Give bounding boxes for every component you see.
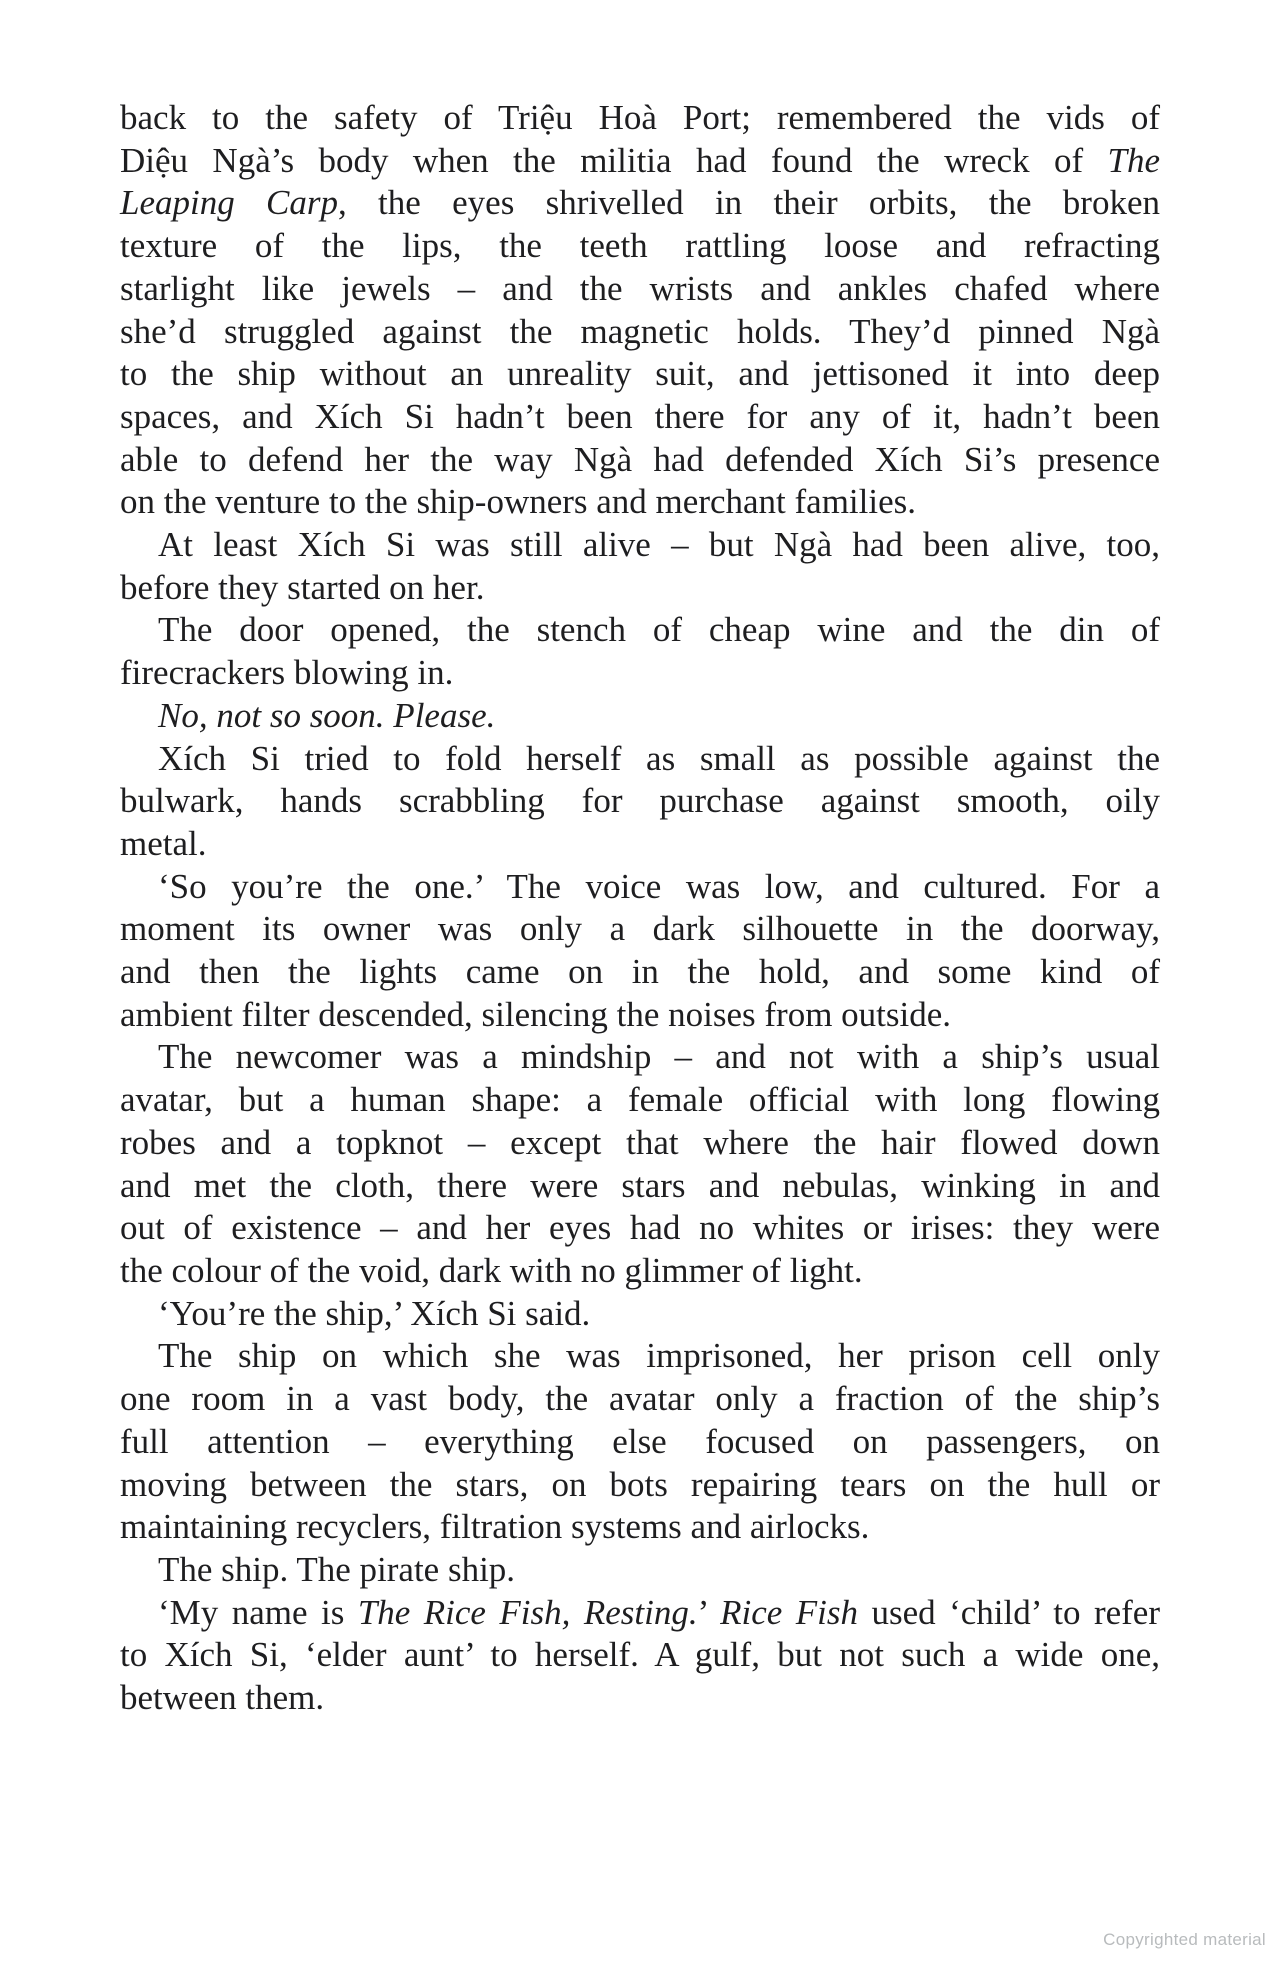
text-line: [120, 1677, 1160, 1720]
text-line: [120, 481, 1160, 524]
text-line: [120, 1335, 1160, 1378]
text-line: [120, 567, 1160, 610]
text-line: [120, 908, 1160, 951]
text-segment: ‘You’re the ship,’ Xích Si said.: [158, 1293, 591, 1333]
text-segment: moving between the stars, on bots repairing tears on the hull or: [120, 1464, 1160, 1504]
text-line: [120, 1378, 1160, 1421]
text-line: [120, 1250, 1160, 1293]
text-segment: robes and a topknot – except that where the hair flowed down: [120, 1122, 1160, 1162]
text-segment: she’d struggled against the magnetic holds. They’d pinned Ngà: [120, 311, 1160, 351]
text-segment: used ‘child’ to refer: [858, 1592, 1160, 1632]
text-segment: ambient filter descended, silencing the noises from outside.: [120, 994, 952, 1034]
text-line: [120, 268, 1160, 311]
italic-text-segment: The: [1107, 140, 1160, 180]
text-segment: starlight like jewels – and the wrists and ankles chafed where: [120, 268, 1160, 308]
text-segment: on the venture to the ship-owners and merchant families.: [120, 482, 917, 522]
text-line: [120, 396, 1160, 439]
text-segment: between them.: [120, 1678, 325, 1718]
text-line: [120, 1421, 1160, 1464]
text-segment: Xích Si tried to fold herself as small as possible against the: [158, 738, 1160, 778]
text-segment: moment its owner was only a dark silhouette in the doorway,: [120, 909, 1160, 949]
text-segment: At least Xích Si was still alive – but Ngà had been alive, too,: [158, 525, 1160, 565]
text-segment: to Xích Si, ‘elder aunt’ to herself. A gulf, but not such a wide one,: [120, 1635, 1160, 1675]
text-line: [120, 695, 1160, 738]
text-line: [120, 1122, 1160, 1165]
text-line: [120, 1506, 1160, 1549]
text-line: [120, 994, 1160, 1037]
body-text: [120, 97, 1160, 1720]
text-line: [120, 225, 1160, 268]
text-segment: to the ship without an unreality suit, and jettisoned it into deep: [120, 354, 1160, 394]
text-line: [120, 311, 1160, 354]
text-segment: and met the cloth, there were stars and nebulas, winking in and: [120, 1165, 1160, 1205]
text-segment: The ship. The pirate ship.: [158, 1549, 516, 1589]
text-line: [120, 353, 1160, 396]
text-segment: The ship on which she was imprisoned, her prison cell only: [158, 1336, 1160, 1376]
text-line: [120, 866, 1160, 909]
text-segment: The door opened, the stench of cheap wine and the din of: [158, 610, 1160, 650]
text-segment: maintaining recyclers, filtration systems and airlocks.: [120, 1507, 870, 1547]
copyright-watermark: Copyrighted material: [1103, 1930, 1266, 1949]
text-line: [120, 1036, 1160, 1079]
text-segment: back to the safety of Triệu Hoà Port; remembered the vids of: [120, 98, 1160, 137]
text-line: [120, 524, 1160, 567]
text-line: [120, 182, 1160, 225]
text-line: [120, 140, 1160, 183]
text-segment: ‘So you’re the one.’ The voice was low, and cultured. For a: [158, 866, 1160, 906]
text-line: [120, 738, 1160, 781]
text-segment: metal.: [120, 823, 207, 863]
text-segment: avatar, but a human shape: a female official with long flowing: [120, 1080, 1160, 1120]
text-segment: and then the lights came on in the hold, and some kind of: [120, 952, 1160, 992]
text-line: [120, 780, 1160, 823]
text-line: [120, 1634, 1160, 1677]
text-segment: out of existence – and her eyes had no whites or irises: they were: [120, 1208, 1160, 1248]
text-line: [120, 439, 1160, 482]
text-line: [120, 1293, 1160, 1336]
text-line: [120, 1079, 1160, 1122]
text-line: [120, 1207, 1160, 1250]
text-segment: spaces, and Xích Si hadn’t been there for any of it, hadn’t been: [120, 396, 1160, 436]
text-line: [120, 1592, 1160, 1635]
text-segment: full attention – everything else focused on passengers, on: [120, 1421, 1160, 1461]
text-line: [120, 1464, 1160, 1507]
text-segment: , the eyes shrivelled in their orbits, the broken: [338, 183, 1160, 223]
text-segment: ’: [697, 1592, 721, 1632]
italic-text-segment: The Rice Fish, Resting.: [357, 1592, 698, 1632]
text-line: [120, 609, 1160, 652]
text-line: [120, 951, 1160, 994]
text-segment: ‘My name is: [158, 1592, 358, 1632]
text-segment: The newcomer was a mindship – and not with a ship’s usual: [158, 1037, 1160, 1077]
italic-text-segment: Rice Fish: [720, 1592, 858, 1632]
text-line: [120, 97, 1160, 140]
text-segment: Diệu Ngà’s body when the militia had found the wreck of: [120, 140, 1108, 180]
text-segment: firecrackers blowing in.: [120, 653, 454, 693]
text-line: [120, 1549, 1160, 1592]
text-segment: able to defend her the way Ngà had defended Xích Si’s presence: [120, 439, 1160, 479]
text-segment: texture of the lips, the teeth rattling loose and refracting: [120, 226, 1160, 266]
text-line: [120, 1165, 1160, 1208]
italic-text-segment: No, not so soon. Please.: [158, 695, 496, 735]
text-segment: bulwark, hands scrabbling for purchase against smooth, oily: [120, 781, 1160, 821]
text-segment: the colour of the void, dark with no glimmer of light.: [120, 1250, 863, 1290]
text-line: [120, 823, 1160, 866]
text-segment: one room in a vast body, the avatar only a fraction of the ship’s: [120, 1379, 1160, 1419]
italic-text-segment: Leaping Carp: [120, 183, 338, 223]
text-segment: before they started on her.: [120, 567, 485, 607]
text-line: [120, 652, 1160, 695]
